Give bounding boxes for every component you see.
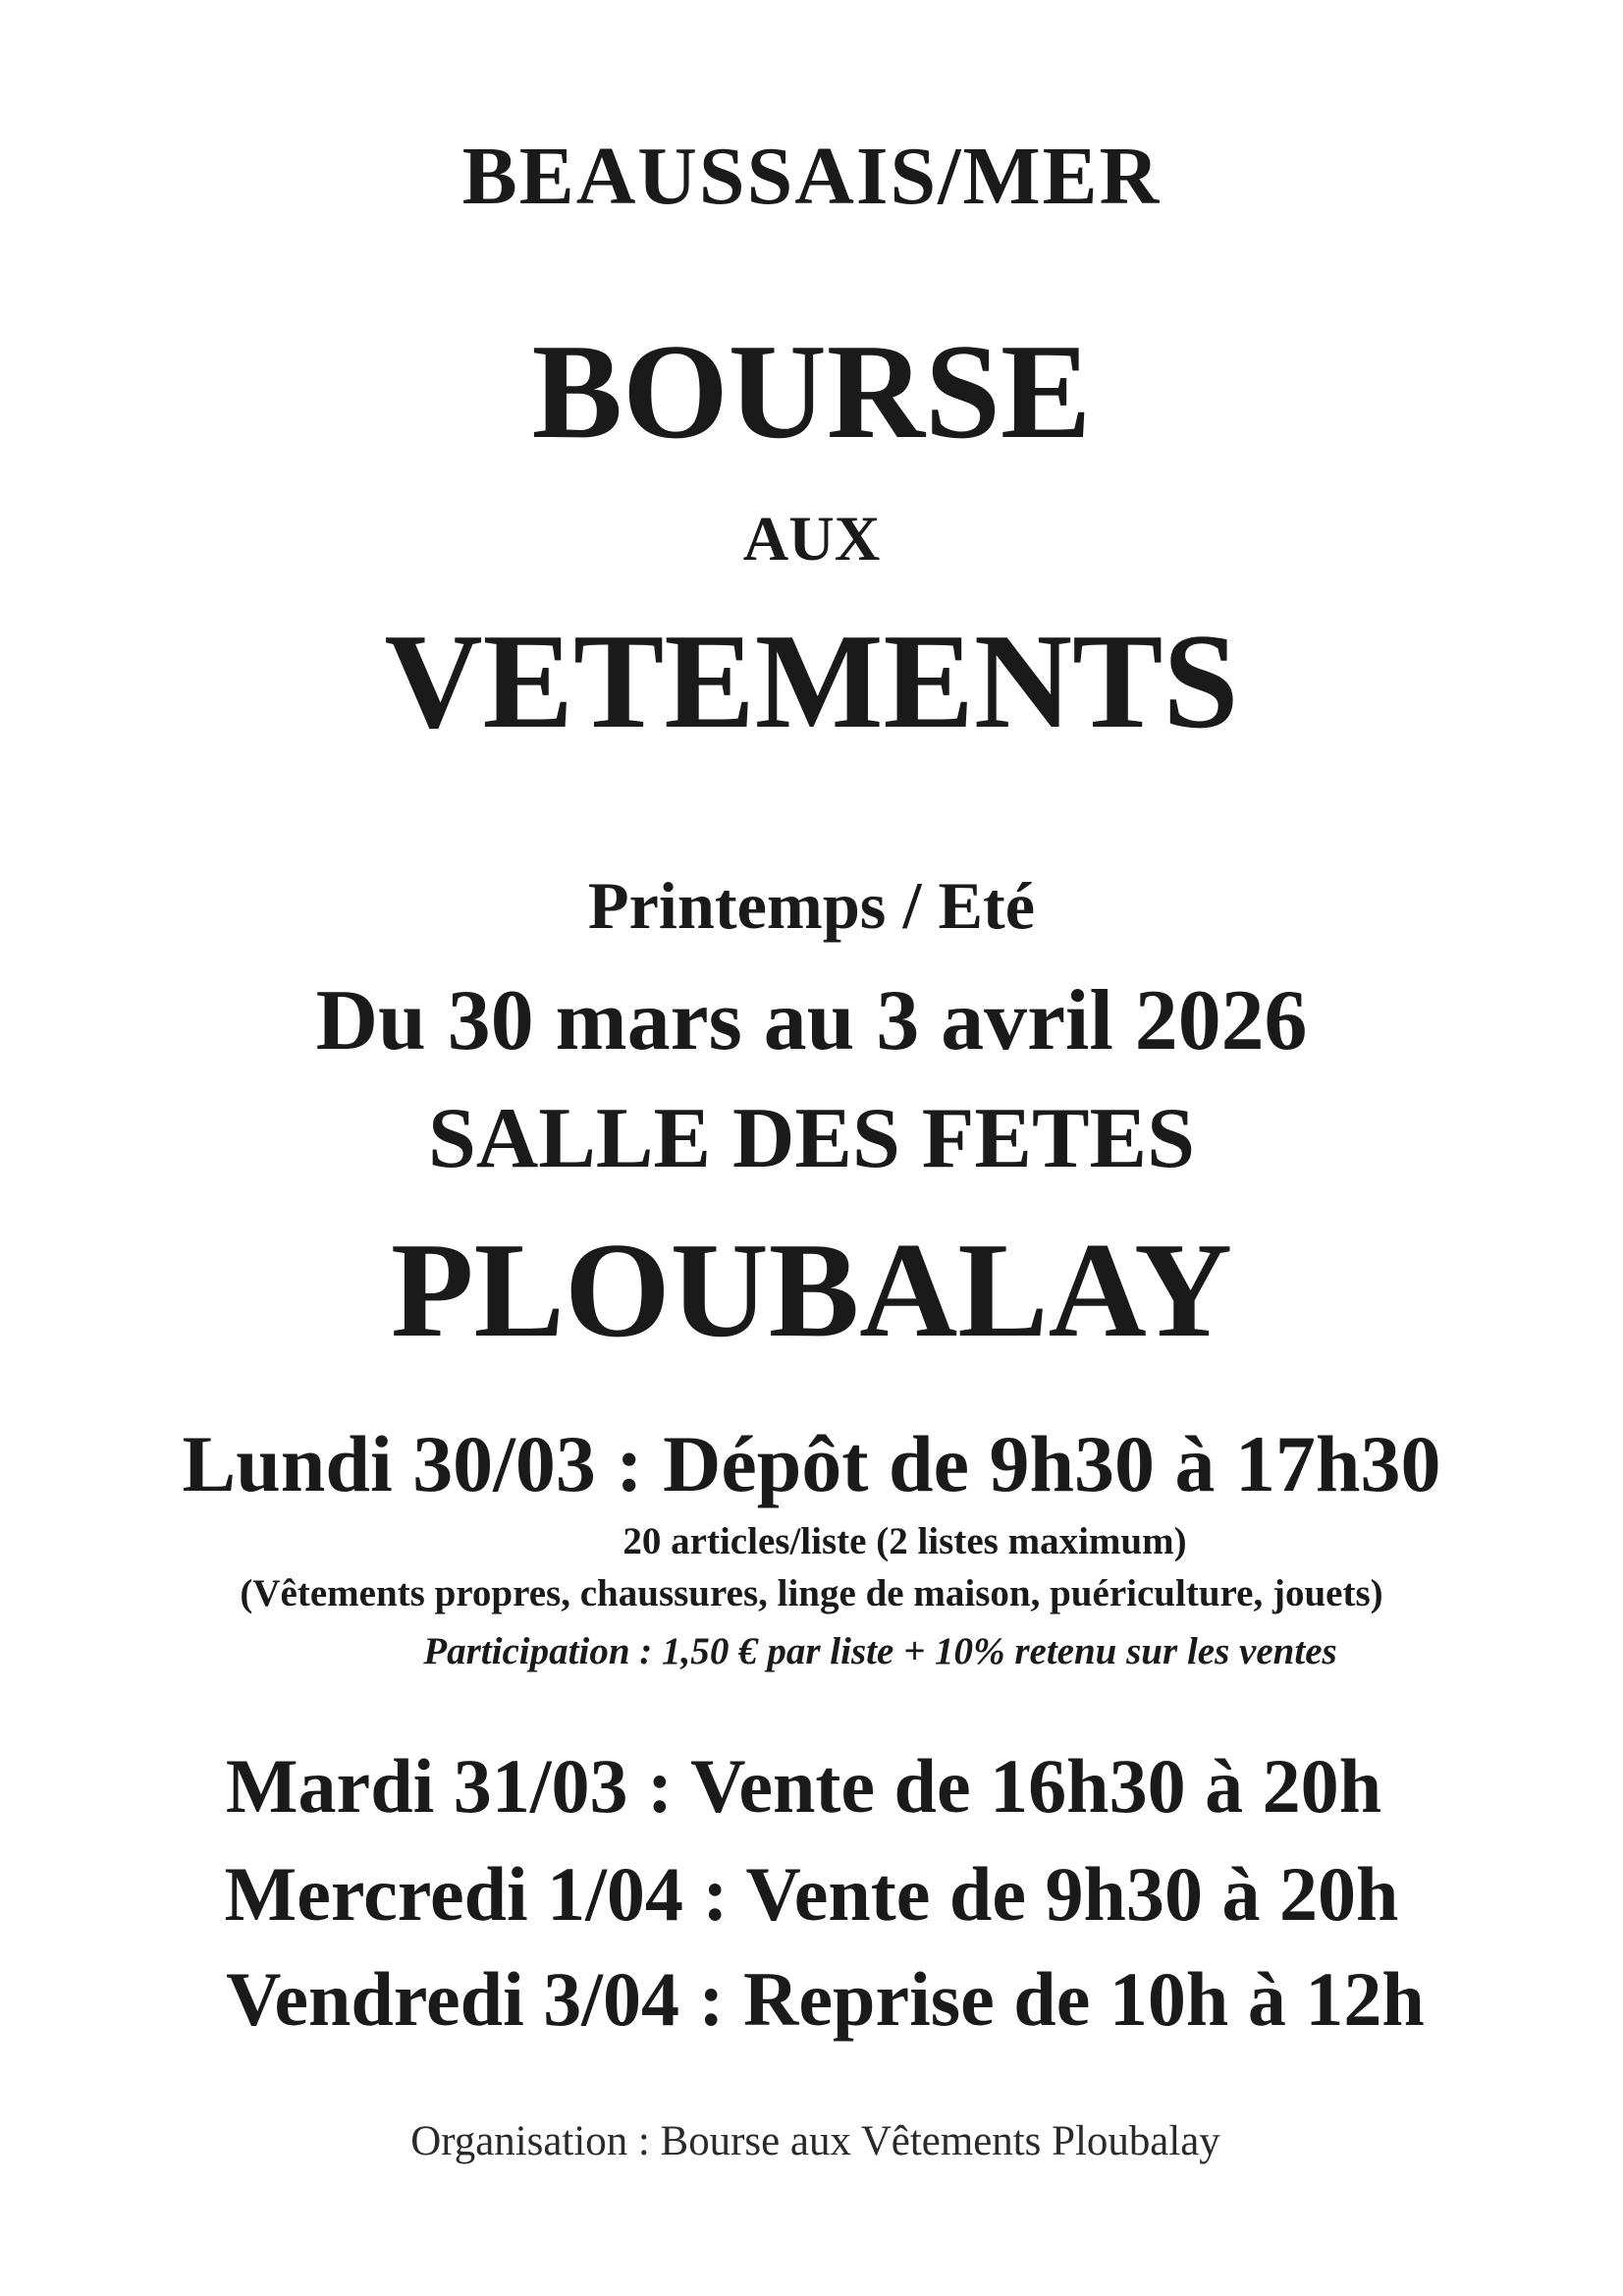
title-bourse: BOURSE: [531, 316, 1092, 466]
town-heading: BEAUSSAIS/MER: [461, 131, 1162, 222]
deposit-schedule-line: Lundi 30/03 : Dépôt de 9h30 à 17h30: [182, 1419, 1441, 1508]
deposit-articles-note: 20 articles/liste (2 listes maximum): [622, 1520, 1187, 1562]
schedule-line-tuesday: Mardi 31/03 : Vente de 16h30 à 20h: [225, 1743, 1382, 1829]
event-venue: SALLE DES FETES: [428, 1090, 1195, 1185]
organisation-footer: Organisation : Bourse aux Vêtements Ploubalay: [410, 2118, 1220, 2164]
schedule-line-friday: Vendredi 3/04 : Reprise de 10h à 12h: [226, 1956, 1425, 2042]
event-season: Printemps / Eté: [587, 868, 1036, 943]
event-dates: Du 30 mars au 3 avril 2026: [315, 972, 1308, 1067]
deposit-items-note: (Vêtements propres, chaussures, linge de maison, puériculture, jouets): [240, 1572, 1383, 1614]
schedule-line-wednesday: Mercredi 1/04 : Vente de 9h30 à 20h: [224, 1851, 1399, 1937]
event-city: PLOUBALAY: [390, 1215, 1233, 1365]
title-vetements: VETEMENTS: [384, 606, 1239, 756]
title-aux: AUX: [742, 504, 881, 574]
deposit-fee-note: Participation : 1,50 € par liste + 10% retenu sur les ventes: [423, 1630, 1337, 1672]
